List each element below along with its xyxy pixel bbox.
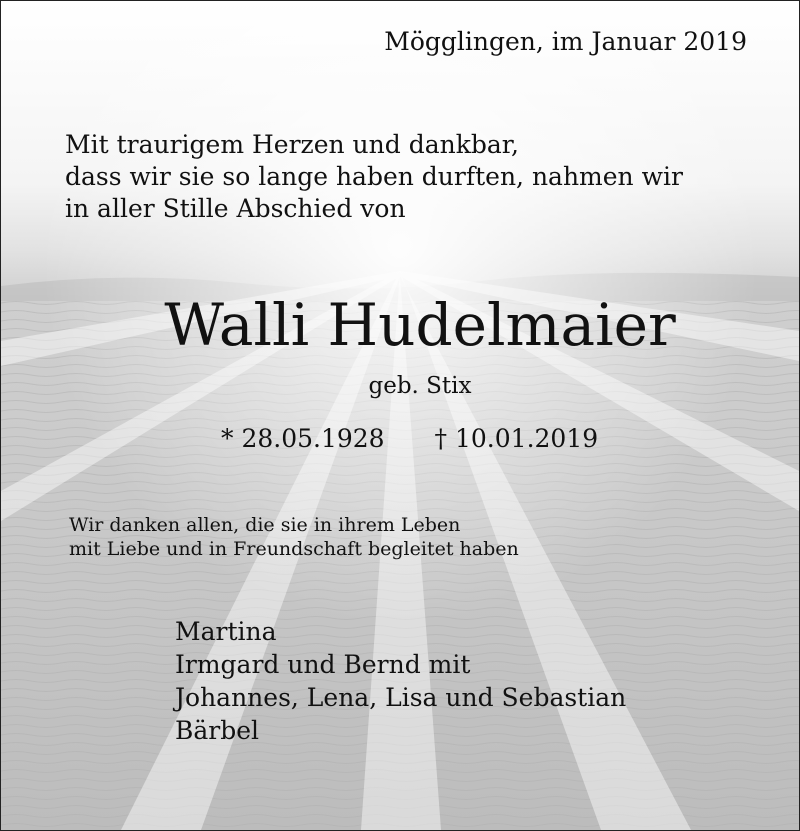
thanks-text: [69, 513, 519, 561]
death-date: † 10.01.2019: [434, 424, 599, 453]
mourner: Johannes, Lena, Lisa und Sebastian: [175, 683, 627, 712]
intro-text: [65, 129, 683, 225]
intro-line: in aller Stille Abschied von: [65, 194, 406, 223]
thanks-line: mit Liebe und in Freundschaft begleitet haben: [69, 538, 519, 560]
mourner: Martina: [175, 617, 277, 646]
birth-date: * 28.05.1928: [221, 424, 385, 453]
birth-name: geb. Stix: [368, 373, 472, 399]
deceased-name: Walli Hudelmaier: [164, 291, 676, 359]
place-date: Mögglingen, im Januar 2019: [384, 27, 747, 56]
intro-line: dass wir sie so lange haben durften, nahmen wir: [65, 162, 683, 191]
mourner: Irmgard und Bernd mit: [175, 650, 471, 679]
intro-line: Mit traurigem Herzen und dankbar,: [65, 130, 519, 159]
life-dates: [221, 424, 598, 453]
thanks-line: Wir danken allen, die sie in ihrem Leben: [69, 514, 461, 536]
mourners-list: [175, 615, 626, 747]
mourner: Bärbel: [175, 716, 260, 745]
